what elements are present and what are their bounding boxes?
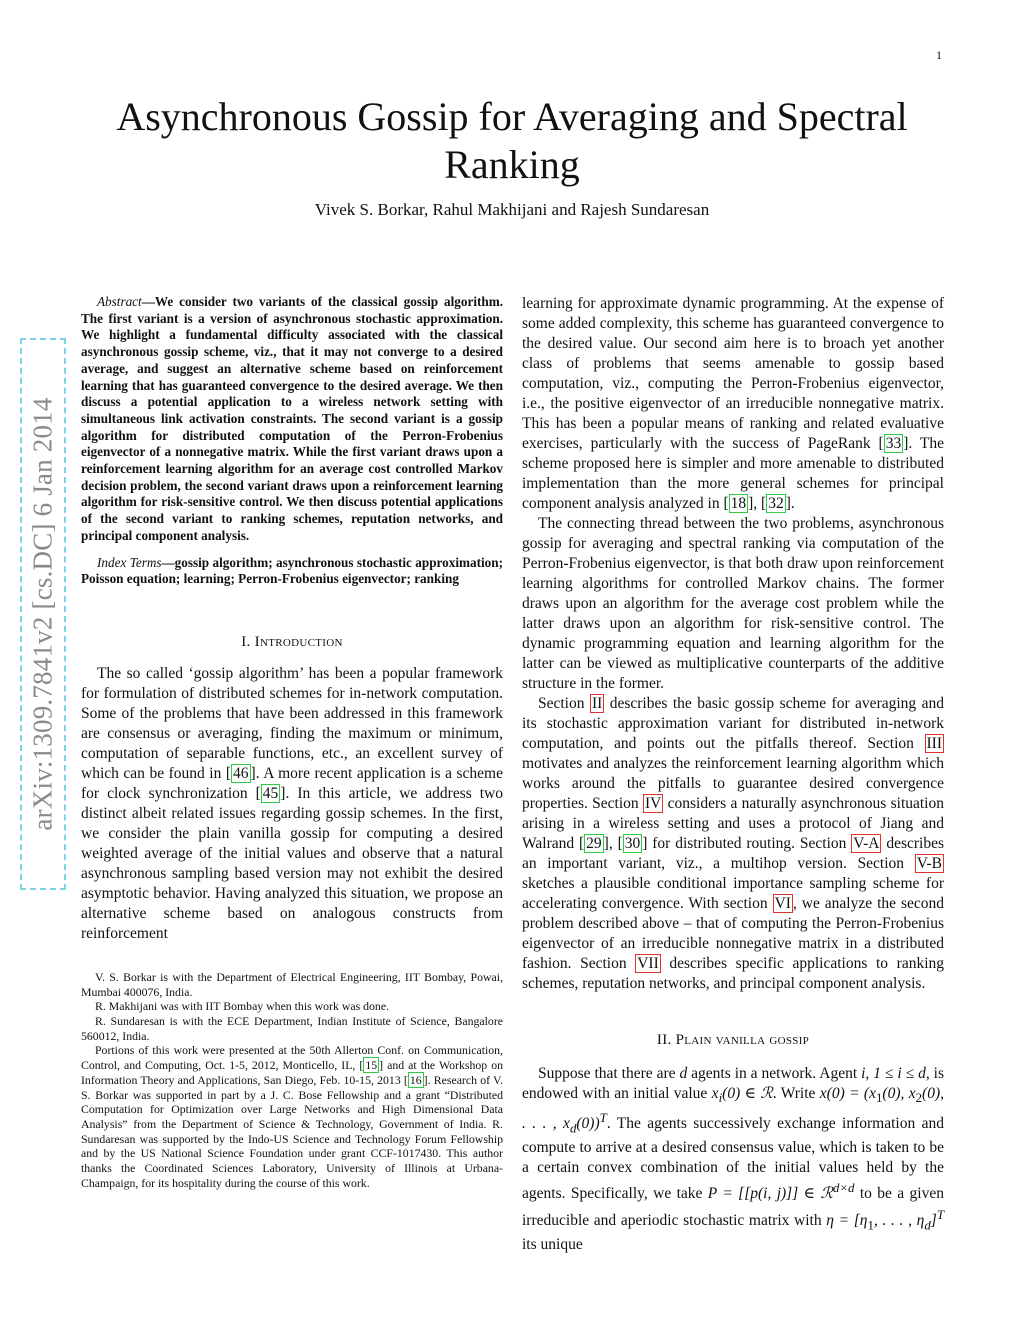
citation-link[interactable]: 16 — [409, 1072, 422, 1087]
footnotes — [81, 970, 503, 1191]
citation-link[interactable]: 15 — [365, 1058, 378, 1073]
abstract: Abstract—We consider two variants of the classical gossip algorithm. The first variant is a version of asynchronous stochastic approximation. We highlight a fundamental difficulty associated with the classical asynchronous gossip scheme, viz., that it may not converge to a desired average, and suggest an alternative scheme based on reinforcement learning that has guaranteed convergence to the desired average. We then discuss a potential application to a wireless network setting with simultaneous link activation constraints. The second variant is a gossip algorithm for distributed computation of the Perron-Frobenius eigenvector of a nonnegative matrix. While the first variant draws upon a reinforcement learning algorithm for an average cost controlled Markov decision problem, the second variant draws upon a reinforcement learning algorithm for risk-sensitive control. We then discuss potential applications of the second variant to ranking schemes, reputation networks, and principal component analysis. — [81, 294, 503, 543]
footnote-borkar: V. S. Borkar is with the Department of Electrical Engineering, IIT Bombay, Powai, Mumbai 400076, India. — [81, 969, 503, 999]
section-link[interactable]: VI — [774, 895, 791, 912]
section-heading-introduction: I. Introduction — [241, 633, 343, 650]
paper-title: Asynchronous Gossip for Averaging and Spectral Ranking — [116, 94, 908, 187]
section-link[interactable]: VII — [637, 955, 659, 972]
citation-link[interactable]: 45 — [262, 784, 279, 802]
arxiv-stamp — [20, 338, 66, 890]
arxiv-identifier: arXiv:1309.7841v2 [cs.DC] 6 Jan 2014 — [27, 397, 58, 831]
outline-paragraph: Section II describes the basic gossip scheme for averaging and its stochastic approximation variant for distributed in-network computation, and points out the pitfalls thereof. Section III motivates and analyzes the reinforcement learning algorithm which works around the pitfalls to guarantee desired convergence properties. Section IV considers a naturally asynchronous situation arising in a wireless setting and uses a protocol of Jiang and Walrand [ 29 ], [ 30 ] for distributed routing. Section V-A describes an important variant, viz., a multihop version. Section V-B sketches a plausible conditional importance sampling scheme for accelerating convergence. With section VI , we analyze the second problem described above – that of computing the Perron-Frobenius eigenvector of an irreducible nonnegative matrix in a distributed fashion. Section VII describes specific applications to ranking schemes, reputation networks, and principal component analysis. — [522, 695, 945, 992]
citation-link[interactable]: 29 — [586, 835, 602, 852]
citation-link[interactable]: 30 — [624, 835, 641, 852]
citation-link[interactable]: 46 — [233, 764, 249, 782]
citation-link[interactable]: 32 — [768, 495, 784, 512]
section-link[interactable]: V-B — [916, 855, 942, 872]
footnote-makhijani: R. Makhijani was with IIT Bombay when this work was done. — [95, 999, 390, 1014]
footnote-funding: Portions of this work were presented at the 50th Allerton Conf. on Communication, Control, and Computing, Oct. 1-5, 2012, Monticello, IL, [ 15 ] and at the Workshop on Information Theory and Applications, San Diego, Feb. 10-15, 2013 [ 16 ]. Research of V. S. Borkar was supported in part by a J. C. Bose Fellowship and a grant “Distributed Computation for Optimization over Large Networks and High Dimensional Data Analysis” from the Department of Science & Technology, Government of India. R. Sundaresan was supported by the Indo-US Science and Technology Forum Fellowship and by the US National Science Foundation under grant CCF-1017430. This author thanks the Coordinated Sciences Laboratory, University of Illinois at Urbana-Champaign, for its hospitality during the course of this work. — [81, 1043, 503, 1190]
abstract-label: Abstract — [97, 294, 142, 309]
connecting-thread-paragraph: The connecting thread between the two problems, asynchronous gossip for averaging and spectral ranking via computation of the Perron-Frobenius eigenvector, is that both draw upon reinforcement learning algorithms for controlled Markov chains. The former draws upon an algorithm for the average cost problem while the latter draws upon an algorithm for risk-sensitive control. The dynamic programming equation and learning algorithm for the latter can be viewed as multiplicative counterparts of the additive structure in the former. — [522, 515, 944, 692]
citation-link[interactable]: 33 — [885, 435, 902, 452]
section-link[interactable]: IV — [644, 795, 662, 812]
section-heading-plain-vanilla-gossip: II. Plain vanilla gossip — [656, 1032, 810, 1048]
author-list: Vivek S. Borkar, Rahul Makhijani and Rajesh Sundaresan — [314, 200, 710, 219]
footnote-sundaresan: R. Sundaresan is with the ECE Department, Indian Institute of Science, Bangalore 560012, India. — [81, 1014, 503, 1043]
page-number: 1 — [936, 48, 942, 62]
intro-paragraph: The so called ‘gossip algorithm’ has been a popular framework for formulation of distributed schemes for in-network computation. Some of the problems that have been addressed in this framework are consensus or averaging, finding the maximum or minimum, computation of separable functions, etc., an excellent survey of which can be found in [ 46 ]. A more recent application is a scheme for clock synchronization [ 45 ]. In this article, we address two distinct albeit related issues regarding gossip schemes. In the first, we consider the plain vanilla gossip for computing a desired weighted average of the initial values and observe that a natural asynchronous sampling based version may not exhibit the desired asymptotic behavior. Having analyzed this situation, we propose an alternative scheme based on analogous constructs from reinforcement — [81, 664, 504, 942]
left-column — [81, 294, 503, 1191]
index-terms-label: Index Terms — [97, 554, 162, 570]
plain-gossip-paragraph: Suppose that there are d agents in a network. Agent i, 1 ≤ i ≤ d, is endowed with an initial value $x_i(0)$ ∈ ℛ. Write $x(0) = (x_1(0)$, $x_2(0)$, . . . , $x_d(0))^T$. The agents successively exchange information and compute to arrive at a desired consensus value, which is taken to be a certain convex combination of the initial values held by the agents. Specifically, we take P = [[p(i, j)]] ∈ ℛ$^{d\times d}$ to be a given irreducible and aperiodic stochastic matrix with $\eta = [\eta_1$, . . . , $\eta_d]^T$ its unique — [522, 1065, 944, 1253]
right-column — [522, 294, 944, 1255]
section-link[interactable]: III — [926, 735, 942, 752]
section-link[interactable]: II — [591, 695, 603, 712]
intro-paragraph-continued: learning for approximate dynamic programming. At the expense of some added complexity, this scheme has guaranteed convergence to the desired value. Our second aim here is to broach yet another class of problems that seems amenable to gossip based computation, viz., computing the Perron-Frobenius eigenvector, i.e., the positive eigenvector of an irreducible nonnegative matrix. This has been a popular means of ranking and related evaluative exercises, particularly with the success of PageRank [ 33 ]. The scheme proposed here is simpler and more amenable to distributed implementation than the more general schemes for principal component analysis analyzed in [ 18 ], [ 32 ]. — [522, 295, 944, 512]
citation-link[interactable]: 18 — [730, 495, 747, 512]
index-terms: Index Terms—gossip algorithm; asynchronous stochastic approximation; Poisson equation; learning; Perron-Frobenius eigenvector; ranking — [81, 554, 503, 587]
index-terms-text: gossip algorithm; asynchronous stochastic approximation; Poisson equation; learning; Perron-Frobenius eigenvector; ranking — [81, 554, 503, 587]
abstract-text: We consider two variants of the classical gossip algorithm. The first variant is a version of asynchronous stochastic approximation. We highlight a fundamental difficulty associated with the classical asynchronous gossip scheme, viz., that it may not converge to a desired average, and suggest an alternative scheme based on reinforcement learning that has guaranteed convergence to the desired average. We then discuss a potential application to a wireless network setting with simultaneous link activation constraints. The second variant is a gossip algorithm for distributed computation of the Perron-Frobenius eigenvector of a nonnegative matrix. While the first variant draws upon a reinforcement learning algorithm for an average cost controlled Markov decision problem, the second variant draws upon a reinforcement learning algorithm for risk-sensitive control. We then discuss potential applications of the second variant to ranking schemes, reputation networks, and principal component analysis. — [81, 294, 503, 543]
section-link[interactable]: V-A — [853, 835, 880, 852]
